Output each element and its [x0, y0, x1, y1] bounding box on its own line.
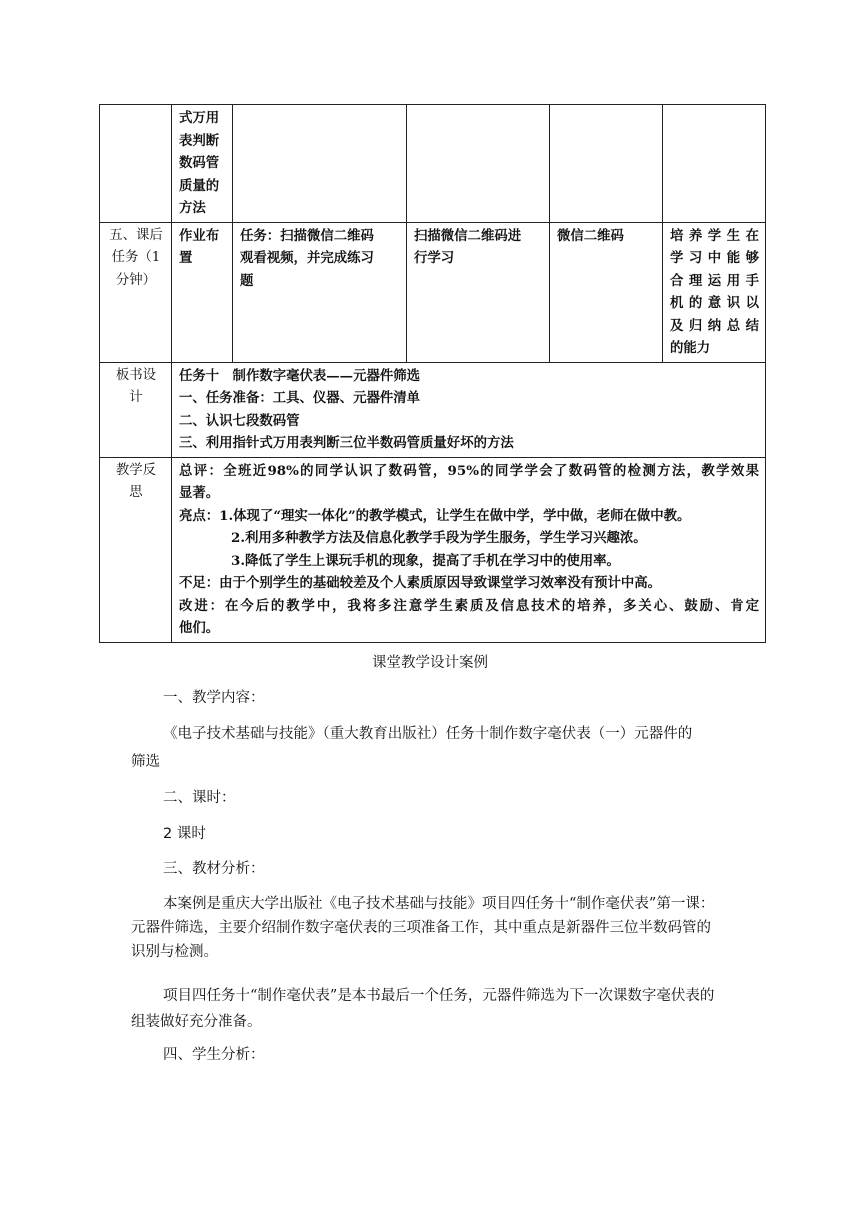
reflection-content-cell: [172, 457, 766, 642]
cell-line: 质量的: [179, 177, 220, 194]
cell-line: 行学习: [414, 250, 455, 266]
student-cell-homework: [407, 222, 550, 362]
link-cell-homework: [172, 222, 233, 362]
resource-cell-homework: 微信二维码: [550, 222, 663, 362]
cell-line: 五、课后: [109, 227, 163, 243]
class-hours-value: 2 课时: [163, 826, 206, 842]
lesson-plan-table: [99, 104, 766, 643]
cell-line: 合理运用手: [670, 272, 759, 289]
reflection-line: 2.利用多种教学方法及信息化教学手段为学生服务，学生学习兴趣浓。: [231, 530, 647, 546]
paragraph-line: 项目四任务十“制作毫伏表”是本书最后一个任务，元器件筛选为下一次课数字毫伏表的: [163, 988, 715, 1004]
paragraph-teaching-content: [131, 720, 731, 776]
board-line: 二、认识七段数码管: [179, 412, 300, 429]
paragraph-task-position: [131, 983, 731, 1035]
cell-line: 任务：扫描微信二维码: [240, 227, 374, 244]
reflection-line: 总评：全班近98%的同学认识了数码管，95%的同学学会了数码管的检测方法，教学效果: [179, 462, 759, 479]
cell-line: 数码管: [179, 155, 220, 171]
cell-line: 置: [179, 250, 193, 266]
intent-cell-homework: [663, 222, 766, 362]
category-cell-board: [100, 362, 172, 457]
teacher-cell-empty: [233, 105, 407, 223]
board-line: 三、利用指针式万用表判断三位半数码管质量好坏的方法: [179, 435, 514, 451]
heading-teaching-content: 一、教学内容：: [163, 690, 265, 706]
table-row-continuation: [100, 105, 766, 223]
table-row-reflection: [100, 457, 766, 642]
cell-line: 表判断: [179, 132, 220, 149]
cell-line: 扫描微信二维码进: [414, 227, 522, 244]
paragraph-line: 本案例是重庆大学出版社《电子技术基础与技能》项目四任务十“制作毫伏表”第一课：: [163, 896, 715, 912]
cell-line: 机的意识以: [670, 295, 759, 311]
paragraph-line: 组装做好充分准备。: [131, 1014, 262, 1030]
cell-line: 方法: [179, 200, 206, 216]
heading-class-hours: 二、课时：: [163, 790, 236, 806]
cell-line: 作业布: [179, 227, 220, 244]
cell-line: 任务（1: [111, 250, 161, 265]
student-cell-empty: [407, 105, 550, 223]
cell-line: 分钟）: [115, 272, 157, 288]
cell-line: 式万用: [179, 110, 220, 126]
category-cell-homework: [100, 222, 172, 362]
heading-material-analysis: 三、教材分析：: [163, 861, 265, 877]
resource-cell-empty: [550, 105, 663, 223]
reflection-line: 他们。: [179, 620, 220, 636]
category-cell-reflection: [100, 457, 172, 642]
cell-line: 思: [129, 485, 143, 500]
cell-line: 及归纳总结: [670, 317, 759, 334]
cell-line: 板书设: [115, 367, 157, 383]
reflection-line: 亮点：1.体现了“理实一体化”的教学模式，让学生在做中学，学中做，老师在做中教。: [179, 507, 691, 524]
link-cell-method: [172, 105, 233, 223]
reflection-line: 3.降低了学生上课玩手机的现象，提高了手机在学习中的使用率。: [231, 552, 620, 569]
table-row-board: [100, 362, 766, 457]
cell-line: 计: [129, 390, 143, 405]
board-line: 任务十 制作数字毫伏表——元器件筛选: [179, 367, 421, 384]
paragraph-line: 《电子技术基础与技能》（重大教育出版社）任务十制作数字毫伏表（一）元器件的: [163, 726, 693, 742]
cell-line: 观看视频，并完成练习: [240, 250, 374, 266]
document-title: 课堂教学设计案例: [372, 655, 488, 671]
table-row-homework: [100, 222, 766, 362]
paragraph-line: 筛选: [131, 754, 160, 770]
cell-line: 教学反: [115, 462, 157, 478]
board-line: 一、任务准备：工具、仪器、元器件清单: [179, 390, 421, 406]
intent-cell-empty: [663, 105, 766, 223]
paragraph-line: 元器件筛选，主要介绍制作数字毫伏表的三项准备工作，其中重点是新器件三位半数码管的: [131, 920, 711, 936]
heading-student-analysis: 四、学生分析：: [163, 1047, 265, 1063]
board-content-cell: [172, 362, 766, 457]
teacher-cell-homework: [233, 222, 407, 362]
paragraph-line: 识别与检测。: [131, 944, 218, 960]
category-cell-empty: [100, 105, 172, 223]
cell-line: 题: [240, 272, 254, 289]
reflection-line: 不足：由于个别学生的基础较差及个人素质原因导致课堂学习效率没有预计中高。: [179, 575, 662, 591]
reflection-line: 改进：在今后的教学中，我将多注意学生素质及信息技术的培养，多关心、鼓励、肯定: [179, 597, 759, 614]
reflection-line: 显著。: [179, 485, 220, 501]
paragraph-material-analysis: [131, 892, 731, 964]
cell-line: 培养学生在: [670, 227, 759, 244]
cell-line: 学习中能够: [670, 250, 759, 266]
cell-line: 的能力: [670, 340, 711, 356]
